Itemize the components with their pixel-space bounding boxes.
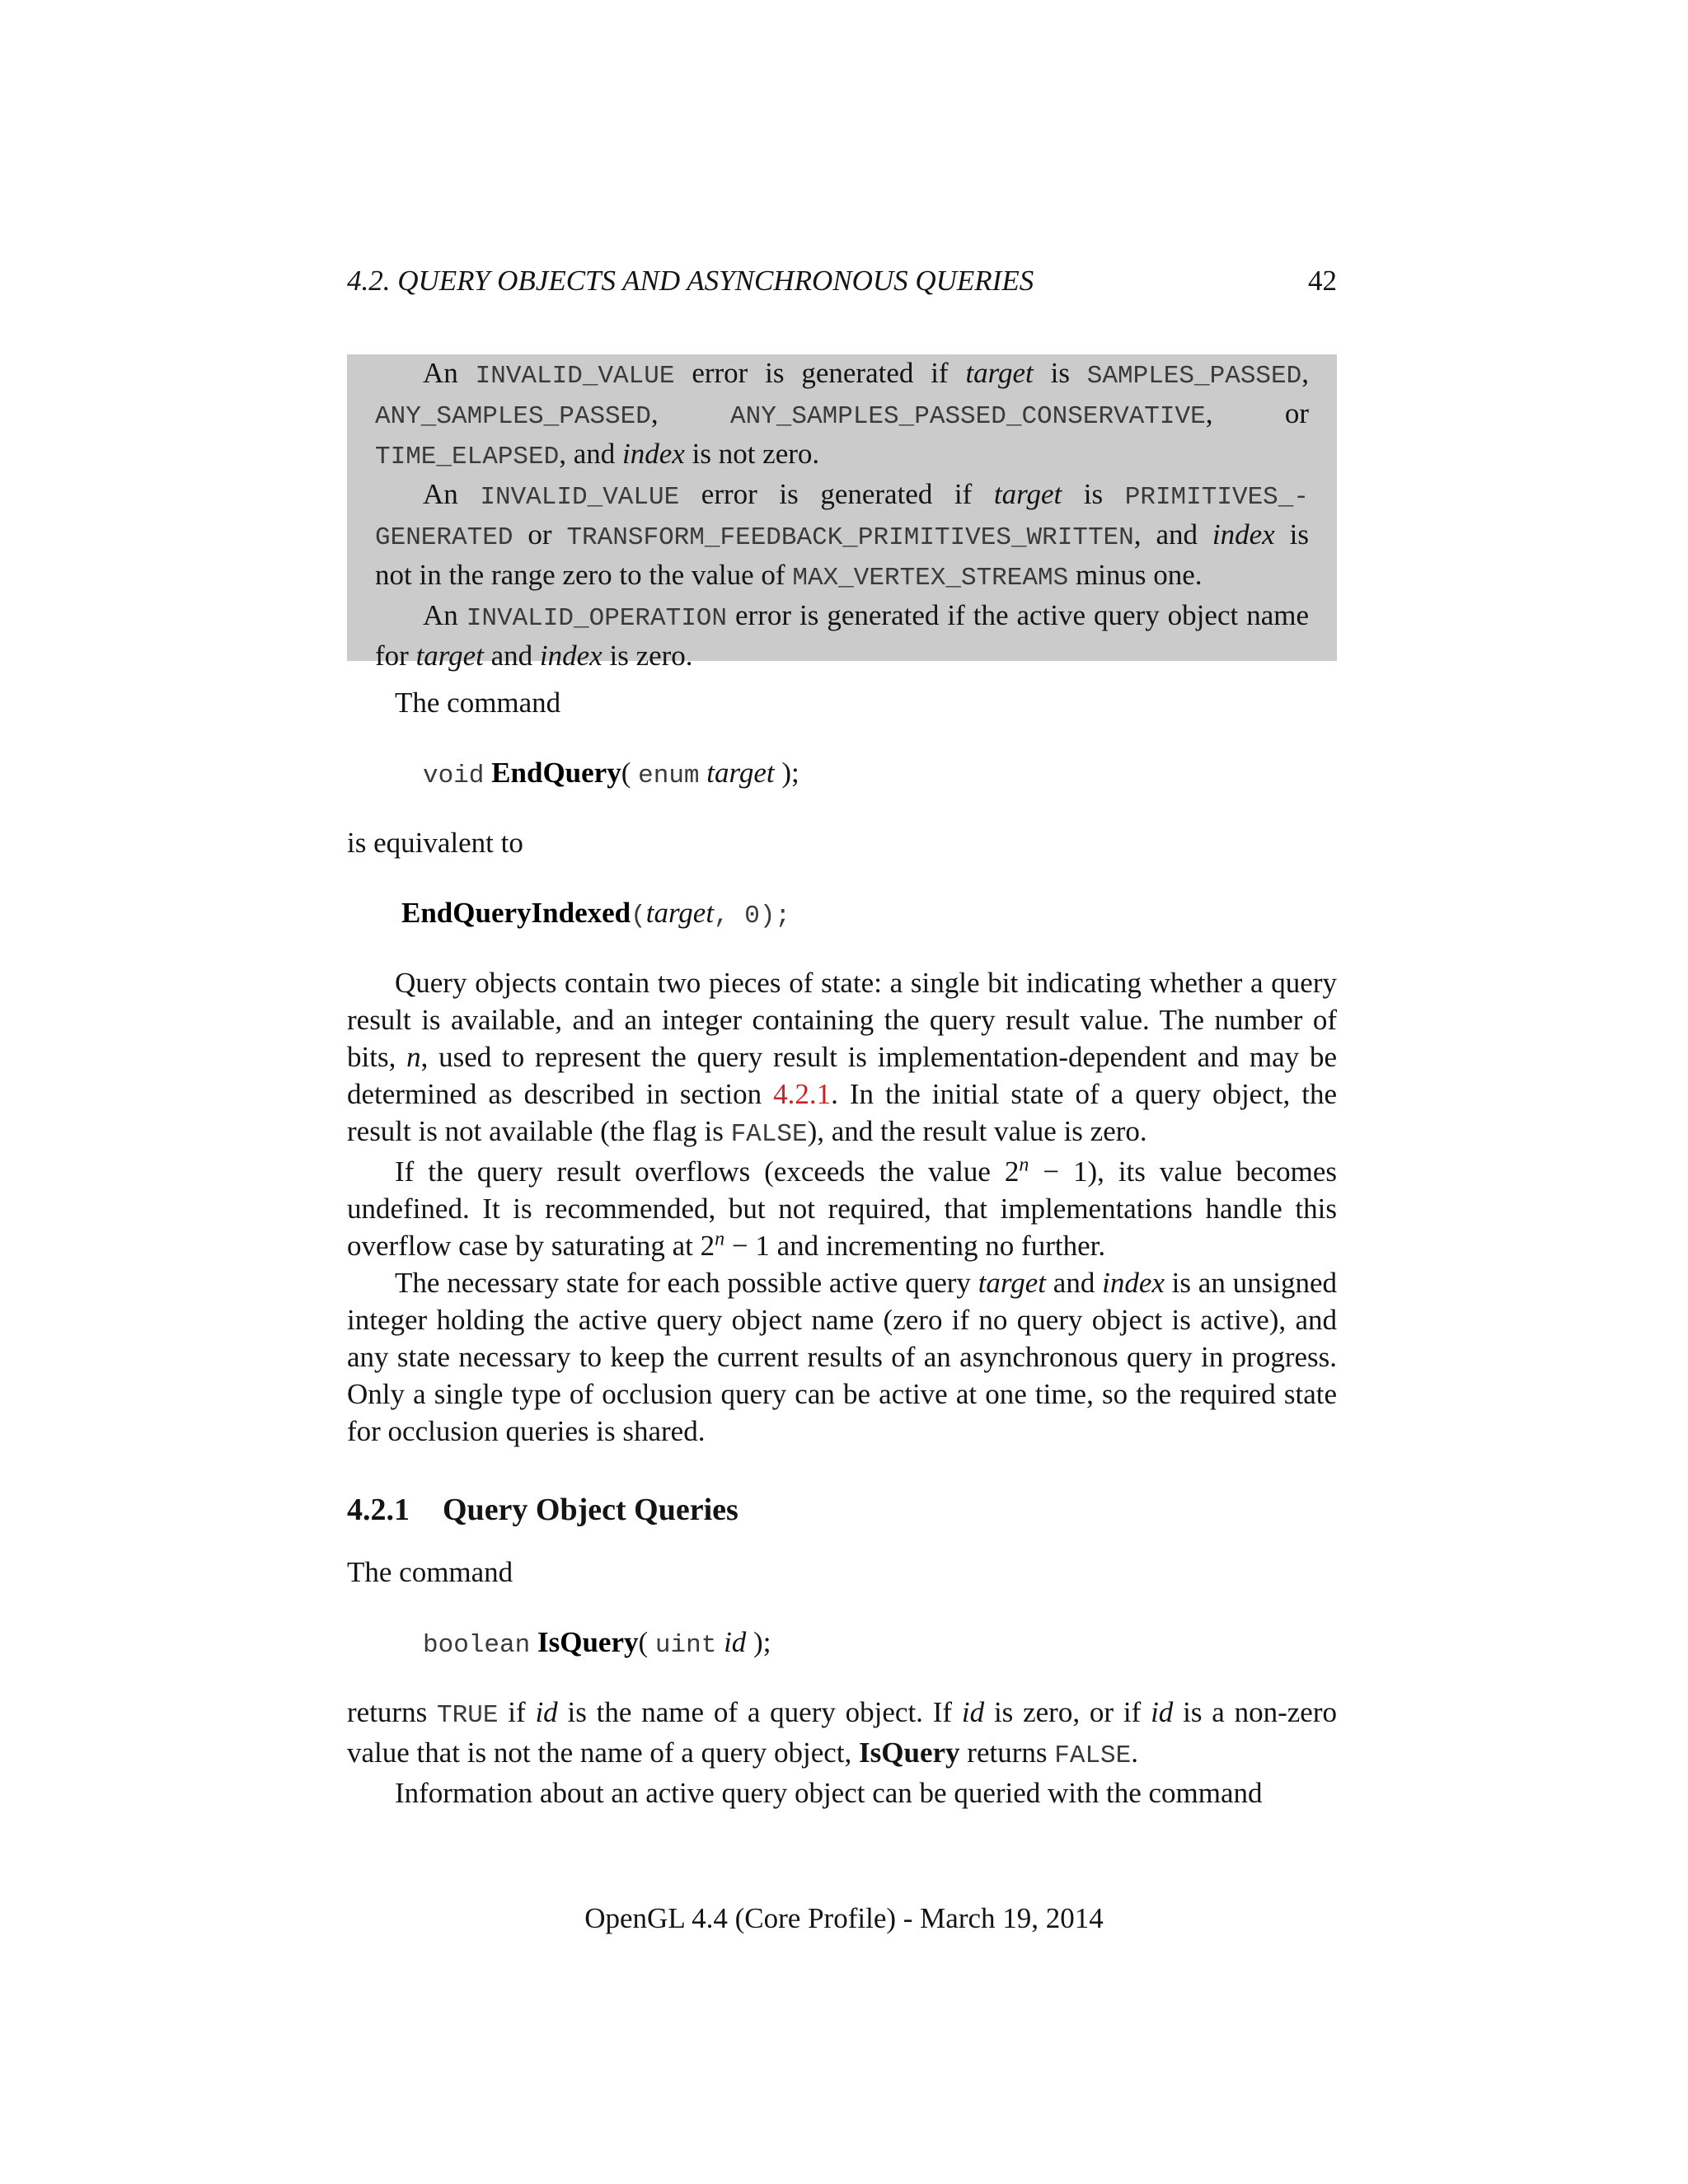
page-footer: OpenGL 4.4 (Core Profile) - March 19, 2014 bbox=[584, 1902, 1104, 1934]
code-term: FALSE bbox=[1054, 1741, 1132, 1770]
code-term: MAX_VERTEX_STREAMS bbox=[792, 564, 1069, 593]
errors-box bbox=[347, 354, 1337, 672]
paragraph-information: Information about an active query object can be queried with the command bbox=[395, 1777, 1263, 1809]
isquery-description bbox=[347, 1694, 1337, 1811]
code-term: FALSE bbox=[730, 1120, 808, 1149]
code-term: INVALID_VALUE bbox=[480, 483, 680, 512]
paragraph-necessary-state: The necessary state for each possible active query target and index is an unsigned integer holding the active query object name (zero if no query object is active), and any state necessary to keep the current results of an asynchronous query in progress. Only a single type of occlusion query can be active at one time, so the required state for occlusion queries is shared. bbox=[347, 1267, 1337, 1447]
body-text bbox=[347, 964, 1337, 1450]
function-name: IsQuery bbox=[859, 1736, 960, 1769]
section-heading bbox=[347, 1492, 738, 1529]
endquery-prototype: void EndQuery( enum target ); bbox=[423, 757, 799, 790]
section-link[interactable]: 4.2.1 bbox=[773, 1078, 832, 1110]
isquery-prototype: boolean IsQuery( uint id ); bbox=[423, 1626, 771, 1660]
code-term: TIME_ELAPSED bbox=[375, 443, 560, 471]
code-term: TRANSFORM_FEEDBACK_PRIMITIVES_WRITTEN bbox=[566, 523, 1134, 552]
paragraph-query-state: Query objects contain two pieces of state: a single bit indicating whether a query result is available, and an integer containing the query result value. The number of bits, n, used to represent the query result is implementation-dependent and may be determined as described in section 4.2.1. In the initial state of a query object, the result is not available (the flag is FALSE), and the result value is zero. bbox=[347, 967, 1337, 1149]
function-name: EndQueryIndexed bbox=[401, 897, 631, 929]
error-paragraph-3: An INVALID_OPERATION error is generated if the active query object name for target and index is zero. bbox=[375, 599, 1309, 672]
error-paragraph-1: An INVALID_VALUE error is generated if target is SAMPLES_PASSED, ANY_SAMPLES_PASSED, ANY_SAMPLES_PASSED_CONSERVATIVE, or TIME_ELAPSED, and index is not zero. bbox=[375, 357, 1309, 471]
page-number: 42 bbox=[1308, 265, 1337, 297]
section-title: Query Object Queries bbox=[443, 1493, 738, 1527]
command-intro-2: The command bbox=[347, 1556, 513, 1588]
paragraph-overflow: If the query result overflows (exceeds the value $2^n - 1$), its value becomes undefined. It is recommended, but not required, that implementations handle this overflow case by saturating at $2^n - 1$ and incrementing no further. bbox=[347, 1154, 1337, 1262]
function-name: EndQuery bbox=[491, 757, 621, 789]
code-term: PRIMITIVES_-GENERATED bbox=[375, 483, 1309, 552]
code-term: INVALID_OPERATION bbox=[466, 604, 728, 633]
function-name: IsQuery bbox=[537, 1626, 639, 1658]
equivalence-text: is equivalent to bbox=[347, 827, 523, 859]
endqueryindexed-call: EndQueryIndexed(target, 0); bbox=[401, 897, 791, 930]
code-term: INVALID_VALUE bbox=[475, 362, 675, 391]
error-paragraph-2: An INVALID_VALUE error is generated if target is PRIMITIVES_-GENERATED or TRANSFORM_FEEDBACK_PRIMITIVES_WRITTEN, and index is not in the range zero to the value of MAX_VERTEX_STREAMS minus one. bbox=[375, 478, 1309, 593]
running-header bbox=[347, 262, 1337, 299]
header-title: 4.2. QUERY OBJECTS AND ASYNCHRONOUS QUERIES bbox=[347, 265, 1034, 297]
command-intro-1: The command bbox=[395, 687, 561, 719]
code-term: TRUE bbox=[437, 1701, 499, 1730]
code-term: SAMPLES_PASSED bbox=[1086, 362, 1302, 391]
section-number: 4.2.1 bbox=[347, 1493, 410, 1527]
paragraph-isquery-returns: returns TRUE if id is the name of a query object. If id is zero, or if id is a non-zero value that is not the name of a query object, IsQuery returns FALSE. bbox=[347, 1696, 1338, 1770]
code-term: ANY_SAMPLES_PASSED bbox=[375, 402, 651, 431]
code-term: ANY_SAMPLES_PASSED_CONSERVATIVE bbox=[730, 402, 1206, 431]
